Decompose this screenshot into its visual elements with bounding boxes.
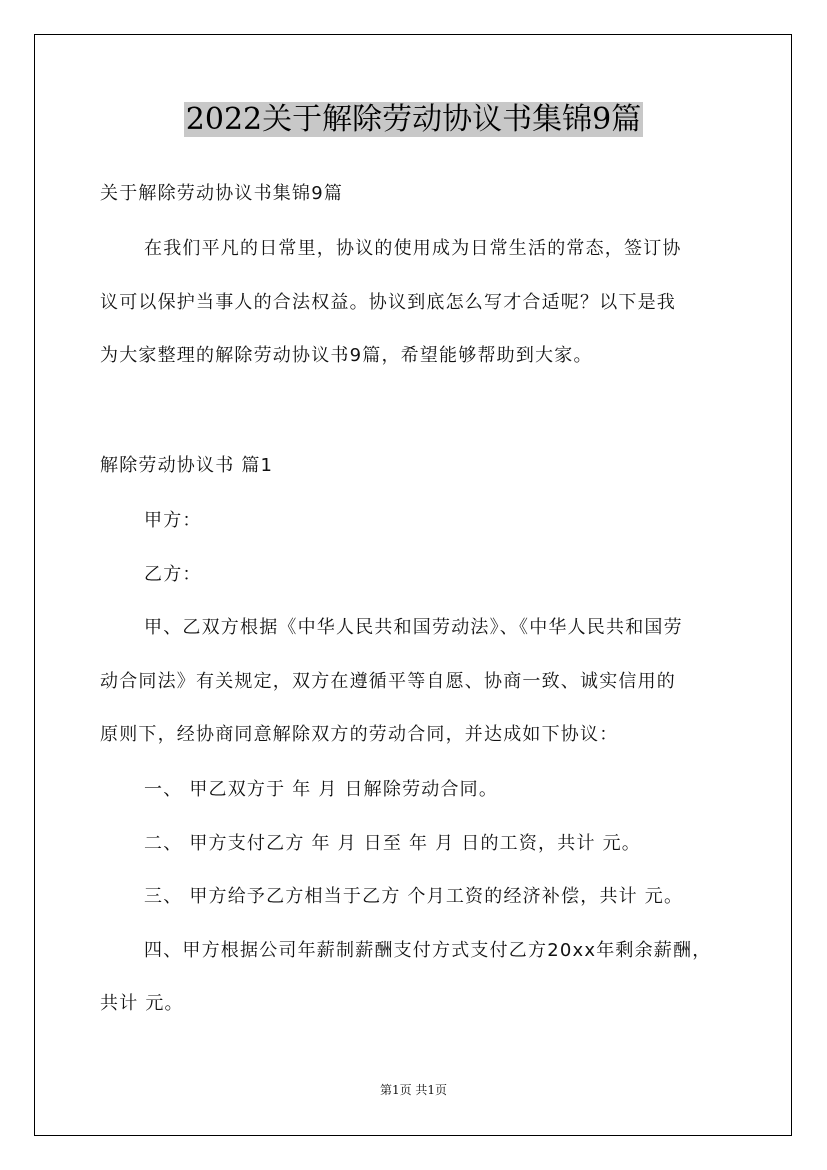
section-heading: 解除劳动协议书 篇1 bbox=[100, 455, 274, 476]
clause-4-line-1: 四、甲方根据公司年薪制薪酬支付方式支付乙方20xx年剩余薪酬， bbox=[144, 940, 712, 961]
subtitle: 关于解除劳动协议书集锦9篇 bbox=[100, 183, 344, 204]
clause-2: 二、 甲方支付乙方 年 月 日至 年 月 日的工资，共计 元。 bbox=[144, 833, 641, 854]
page-footer: 第1页 共1页 bbox=[379, 1083, 448, 1097]
clause-4-line-2: 共计 元。 bbox=[100, 993, 184, 1014]
paragraph-line-1: 甲、乙双方根据《中华人民共和国劳动法》、《中华人民共和国劳 bbox=[144, 617, 683, 638]
intro-line-2: 议可以保护当事人的合法权益。协议到底怎么写才合适呢？以下是我 bbox=[100, 292, 676, 313]
clause-1: 一、 甲乙双方于 年 月 日解除劳动合同。 bbox=[144, 779, 499, 800]
paragraph-line-3: 原则下，经协商同意解除双方的劳动合同，并达成如下协议： bbox=[100, 724, 619, 745]
paragraph-line-2: 动合同法》有关规定，双方在遵循平等自愿、协商一致、诚实信用的 bbox=[100, 671, 676, 692]
intro-line-1: 在我们平凡的日常里，协议的使用成为日常生活的常态，签订协 bbox=[144, 238, 682, 259]
party-a-label: 甲方： bbox=[144, 510, 202, 531]
document-title-text: 2022关于解除劳动协议书集锦9篇 bbox=[185, 102, 642, 137]
document-title bbox=[0, 98, 827, 142]
party-b-label: 乙方： bbox=[144, 564, 202, 585]
clause-3: 三、 甲方给予乙方相当于乙方 个月工资的经济补偿，共计 元。 bbox=[144, 886, 684, 907]
intro-line-3: 为大家整理的解除劳动协议书9篇，希望能够帮助到大家。 bbox=[100, 345, 593, 366]
